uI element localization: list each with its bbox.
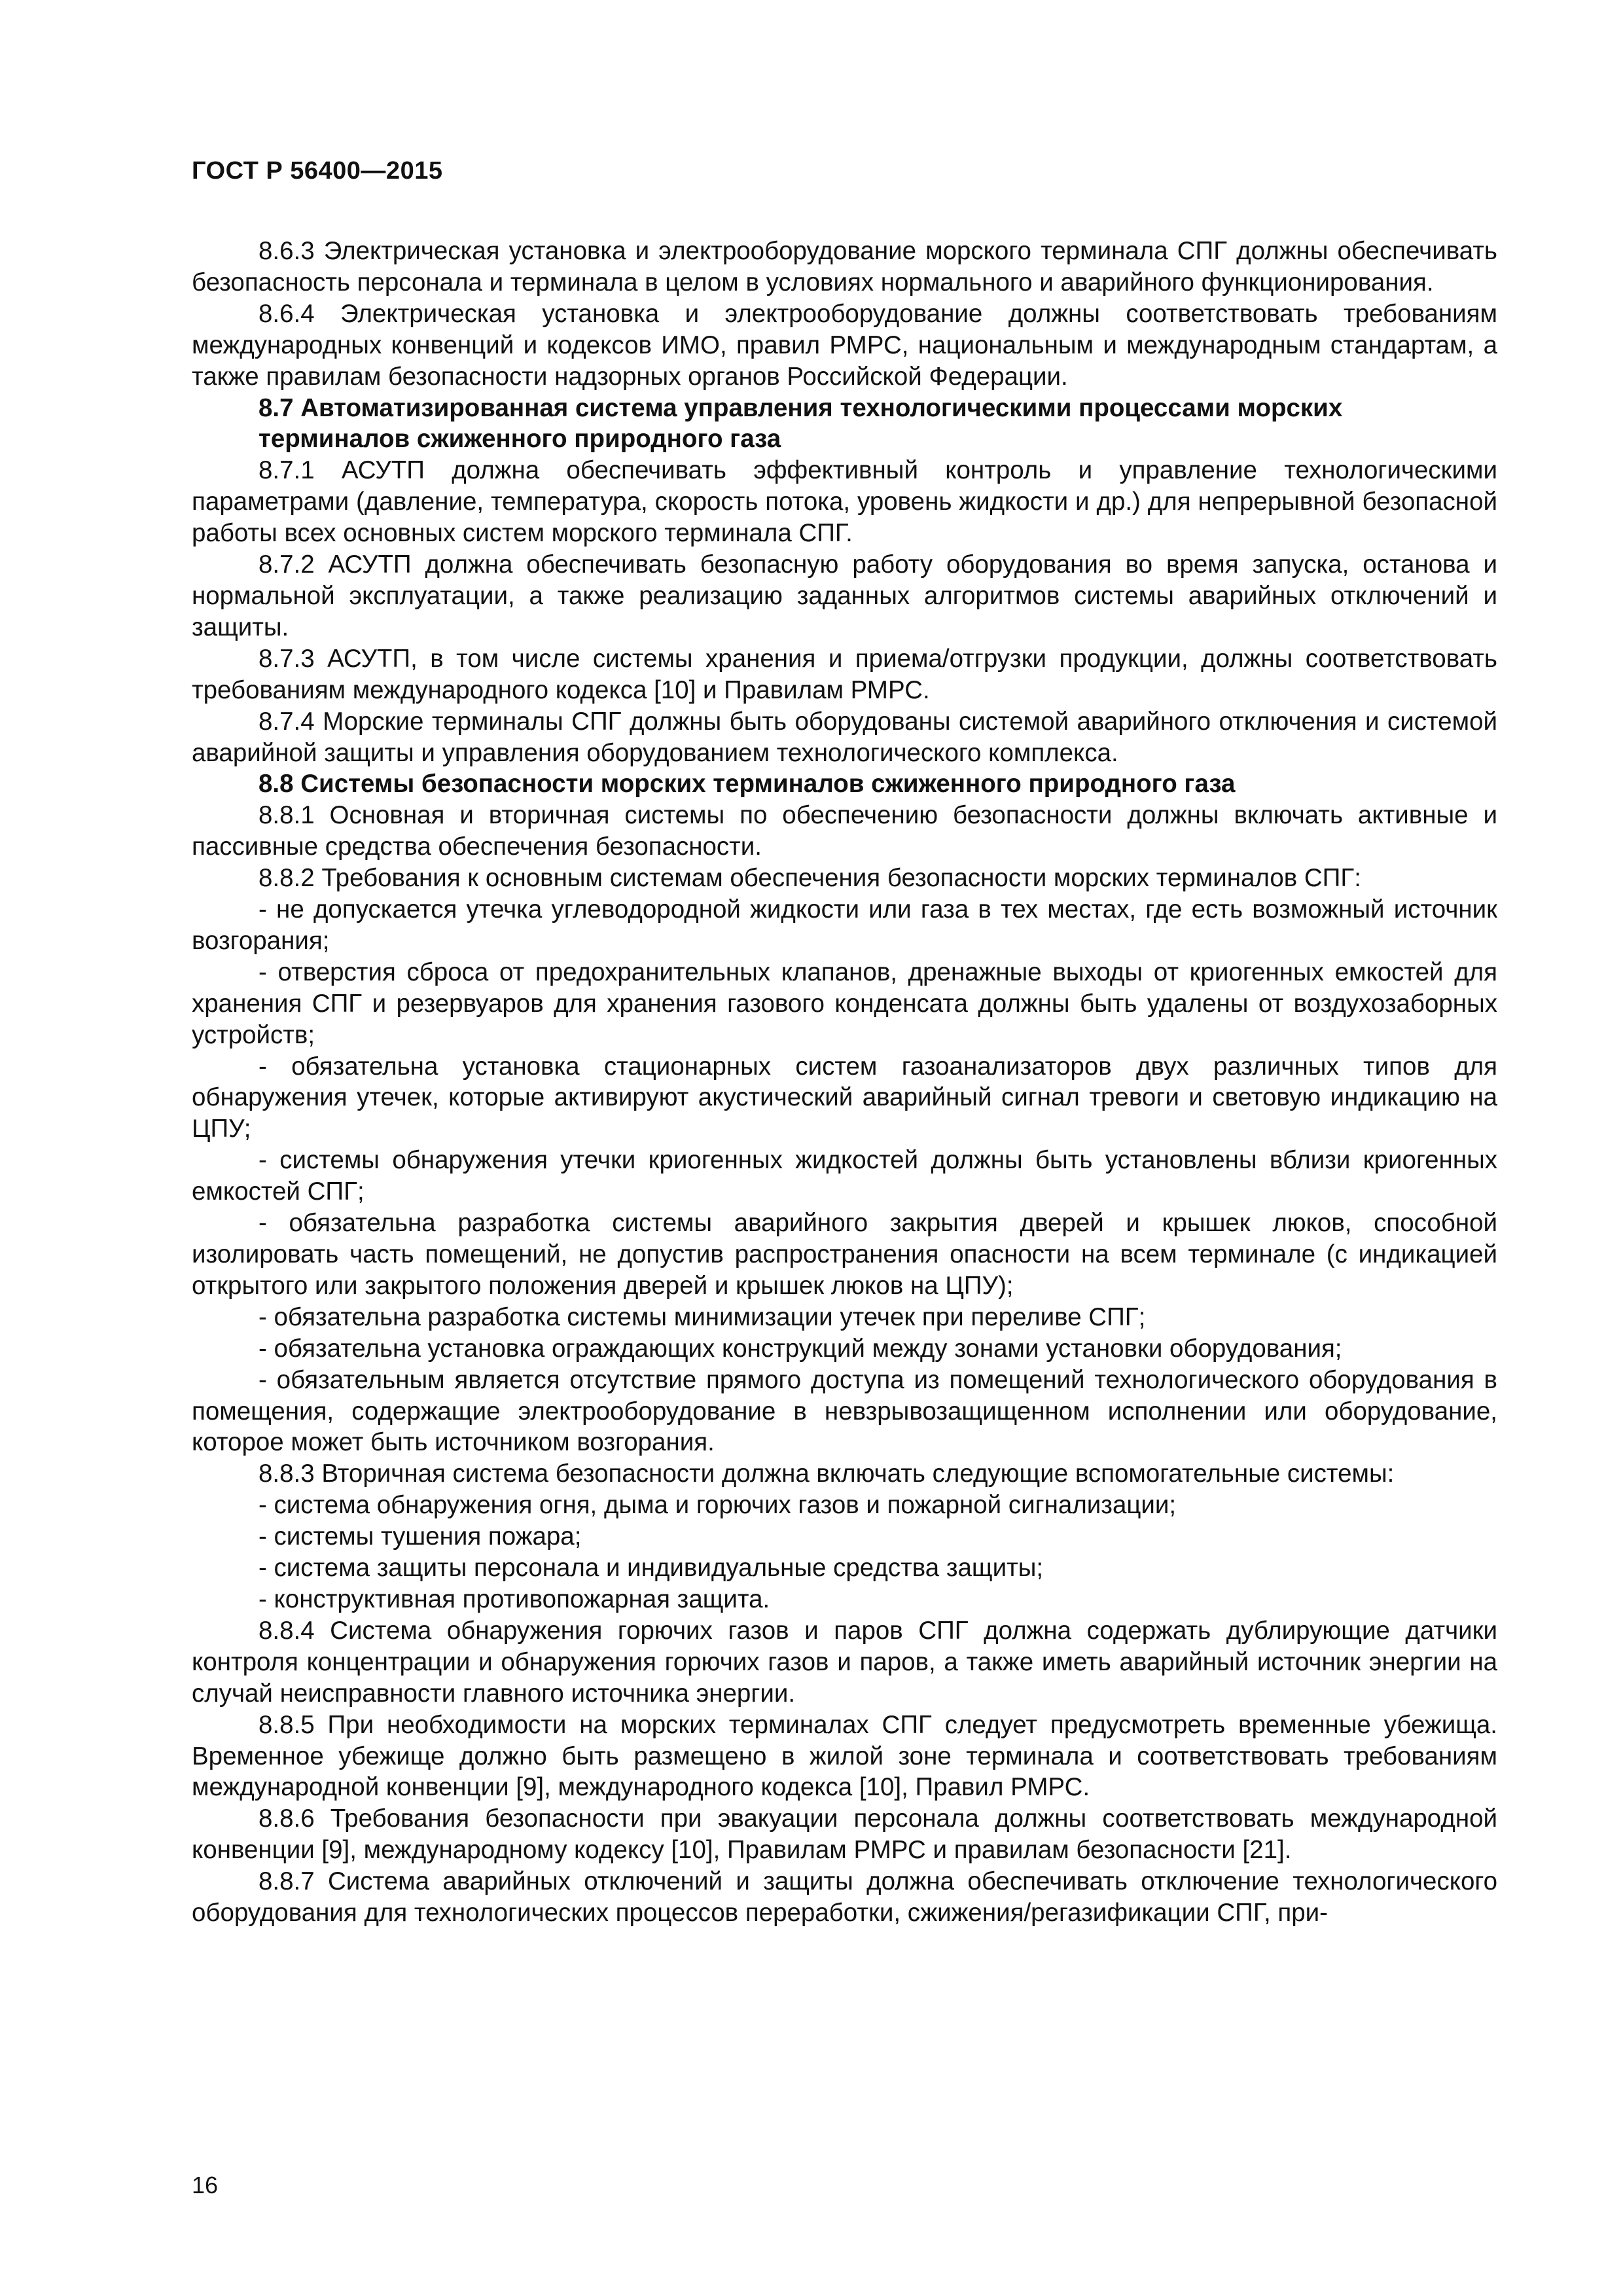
paragraph: 8.8.2 Требования к основным системам обеспечения безопасности морских терминалов СПГ: [259, 864, 1361, 893]
list-item: - системы обнаружения утечки криогенных жидкостей должны быть установлены вблизи криогенных емкостей СПГ; [192, 1146, 1497, 1206]
paragraph: 8.6.4 Электрическая установка и электрооборудование должны соответствовать требованиям международных конвенций и кодексов ИМО, правил РМРС, национальным и международным стандартам, а также правилам безопасности надзорных органов Российской Федерации. [192, 299, 1497, 391]
page-number: 16 [192, 2172, 219, 2198]
list-item: - система защиты персонала и индивидуальные средства защиты; [259, 1554, 1044, 1583]
list-item: - не допускается утечка углеводородной жидкости или газа в тех местах, где есть возможный источник возгорания; [192, 895, 1497, 955]
paragraph: 8.8.1 Основная и вторичная системы по обеспечению безопасности должны включать активные и пассивные средства обеспечения безопасности. [192, 801, 1497, 861]
list-item: - система обнаружения огня, дыма и горючих газов и пожарной сигнализации; [259, 1491, 1177, 1520]
paragraph: 8.7.2 АСУТП должна обеспечивать безопасную работу оборудования во время запуска, останова и нормальной эксплуатации, а также реализацию заданных алгоритмов системы аварийных отключений и защиты. [192, 550, 1497, 641]
list-item: - обязательна разработка системы аварийного закрытия дверей и крышек люков, способной изолировать часть помещений, не допустив распространения опасности на всем терминале (с индикацией открытого или закрытого положения дверей и крышек люков на ЦПУ); [192, 1209, 1497, 1300]
paragraph: 8.8.5 При необходимости на морских терминалах СПГ следует предусмотреть временные убежища. Временное убежище должно быть размещено в жилой зоне терминала и соответствовать требованиям международной конвенции [9], международного кодекса [10], Правил РМРС. [192, 1710, 1497, 1802]
paragraph: 8.7.3 АСУТП, в том числе системы хранения и приема/отгрузки продукции, должны соответствовать требованиям международного кодекса [10] и Правилам РМРС. [192, 644, 1497, 704]
list-item: - обязательна разработка системы минимизации утечек при переливе СПГ; [259, 1302, 1146, 1331]
paragraph: 8.8.7 Система аварийных отключений и защиты должна обеспечивать отключение технологического оборудования для технологических процессов переработки, сжижения/регазификации СПГ, при- [192, 1867, 1497, 1928]
paragraph: 8.8.6 Требования безопасности при эвакуации персонала должны соответствовать международной конвенции [9], международному кодексу [10], Правилам РМРС и правилам безопасности [21]. [192, 1804, 1497, 1865]
paragraph: 8.7.1 АСУТП должна обеспечивать эффективный контроль и управление технологическими параметрами (давление, температура, скорость потока, уровень жидкости и др.) для непрерывной безопасной работы всех основных систем морского терминала СПГ. [192, 456, 1497, 548]
list-item: - отверстия сброса от предохранительных клапанов, дренажные выходы от криогенных емкостей для хранения СПГ и резервуаров для хранения газового конденсата должны быть удалены от воздухозаборных устройств; [192, 958, 1497, 1049]
section-heading: 8.8 Системы безопасности морских терминалов сжиженного природного газа [259, 770, 1236, 798]
list-item: - обязательным является отсутствие прямого доступа из помещений технологического оборудования в помещения, содержащие электрооборудование в невзрывозащищенном исполнении или оборудование, которое может быть источником возгорания. [192, 1365, 1497, 1457]
paragraph: 8.8.4 Система обнаружения горючих газов и паров СПГ должна содержать дублирующие датчики контроля концентрации и обнаружения горючих газов и паров, а также иметь аварийный источник энергии на случай неисправности главного источника энергии. [192, 1616, 1497, 1708]
list-item: - системы тушения пожара; [259, 1522, 582, 1551]
section-heading: 8.7 Автоматизированная система управления технологическими процессами морских терминалов сжиженного природного газа [259, 393, 1343, 454]
document-body [192, 236, 1497, 1929]
list-item: - обязательна установка стационарных систем газоанализаторов двух различных типов для обнаружения утечек, которые активируют акустический аварийный сигнал тревоги и световую индикацию на ЦПУ; [192, 1052, 1497, 1143]
list-item: - конструктивная противопожарная защита. [259, 1585, 770, 1613]
paragraph: 8.8.3 Вторичная система безопасности должна включать следующие вспомогательные системы: [259, 1460, 1395, 1488]
document-header: ГОСТ Р 56400—2015 [192, 157, 443, 185]
paragraph: 8.7.4 Морские терминалы СПГ должны быть оборудованы системой аварийного отключения и системой аварийной защиты и управления оборудованием технологического комплекса. [192, 707, 1497, 767]
list-item: - обязательна установка ограждающих конструкций между зонами установки оборудования; [259, 1334, 1342, 1363]
paragraph: 8.6.3 Электрическая установка и электрооборудование морского терминала СПГ должны обеспечивать безопасность персонала и терминала в целом в условиях нормального и аварийного функционирования. [192, 237, 1497, 296]
